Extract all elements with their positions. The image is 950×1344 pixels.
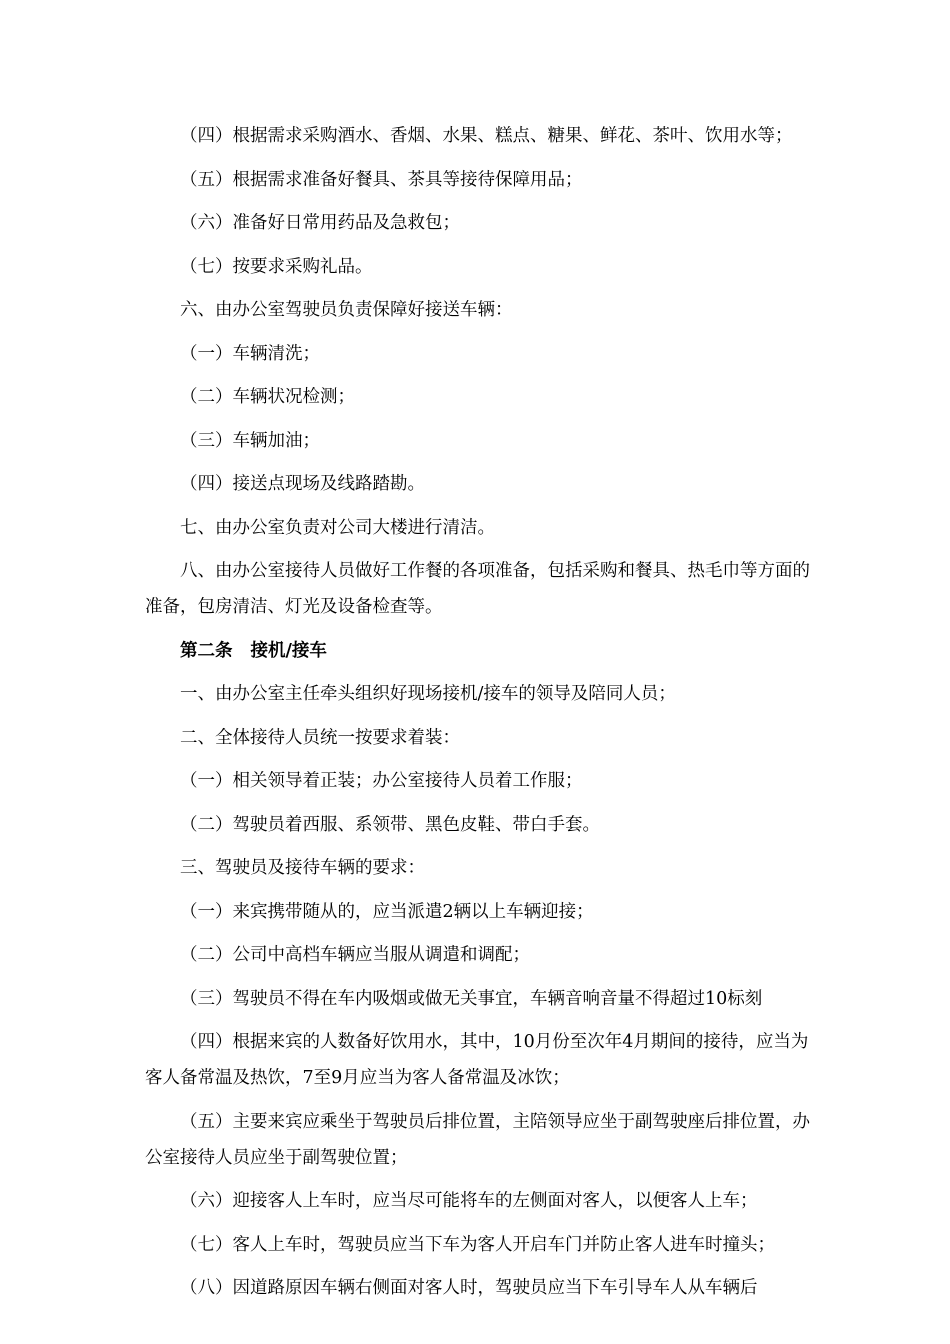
- paragraph-vehicle-dispatch: （二）公司中高档车辆应当服从调遣和调配；: [180, 945, 530, 965]
- paragraph-driver-wear: （二）驾驶员着西服、系领带、黑色皮鞋、带白手套。: [180, 814, 600, 835]
- section-heading-title: 接机/接车: [250, 640, 327, 661]
- section-heading-label: 第二条: [180, 640, 233, 661]
- paragraph-two-vehicles: （一）来宾携带随从的，应当派遣2辆以上车辆迎接；: [180, 901, 594, 922]
- document-page: [145, 118, 810, 1314]
- paragraph-open-door: （七）客人上车时，驾驶员应当下车为客人开启车门并防止客人进车时撞头；: [180, 1234, 775, 1255]
- paragraph-first-aid: （六）准备好日常用药品及急救包；: [180, 213, 460, 233]
- paragraph-driver-requirements: 三、驾驶员及接待车辆的要求：: [180, 858, 425, 878]
- paragraph-right-side: （八）因道路原因车辆右侧面对客人时，驾驶员应当下车引导车人从车辆后: [180, 1278, 758, 1298]
- paragraph-dress-code: 二、全体接待人员统一按要求着装：: [180, 727, 460, 748]
- paragraph-seating: （五）主要来宾应乘坐于驾驶员后排位置，主陪领导应坐于副驾驶座后排位置，办公室接待人员应坐于副驾驶位置；: [145, 1111, 810, 1168]
- paragraph-no-smoking: （三）驾驶员不得在车内吸烟或做无关事宜，车辆音响音量不得超过10标刻: [180, 988, 763, 1009]
- paragraph-drinks: （四）根据来宾的人数备好饮用水，其中，10月份至次年4月期间的接待，应当为客人备常温及热饮，7至9月应当为客人备常温及冰饮；: [145, 1032, 809, 1088]
- paragraph-prepare-tableware: （五）根据需求准备好餐具、茶具等接待保障用品；: [180, 169, 583, 190]
- paragraph-building-clean: 七、由办公室负责对公司大楼进行清洁。: [180, 517, 495, 538]
- paragraph-formal-wear: （一）相关领导着正装；办公室接待人员着工作服；: [180, 771, 583, 791]
- paragraph-work-meal: 八、由办公室接待人员做好工作餐的各项准备，包括采购和餐具、热毛巾等方面的准备，包房清洁、灯光及设备检查等。: [145, 561, 810, 617]
- paragraph-purchase-supplies: （四）根据需求采购酒水、香烟、水果、糕点、糖果、鲜花、茶叶、饮用水等；: [180, 126, 793, 146]
- paragraph-vehicle-check: （二）车辆状况检测；: [180, 387, 355, 407]
- paragraph-gifts: （七）按要求采购礼品。: [180, 256, 373, 277]
- paragraph-vehicles: 六、由办公室驾驶员负责保障好接送车辆：: [180, 300, 513, 320]
- paragraph-route-survey: （四）接送点现场及线路踏勘。: [180, 474, 425, 494]
- paragraph-vehicle-wash: （一）车辆清洗；: [180, 343, 320, 364]
- paragraph-left-side: （六）迎接客人上车时，应当尽可能将车的左侧面对客人，以便客人上车；: [180, 1191, 758, 1211]
- paragraph-reception-team: 一、由办公室主任牵头组织好现场接机/接车的领导及陪同人员；: [180, 684, 676, 704]
- section-heading: [145, 633, 810, 669]
- paragraph-vehicle-fuel: （三）车辆加油；: [180, 430, 320, 451]
